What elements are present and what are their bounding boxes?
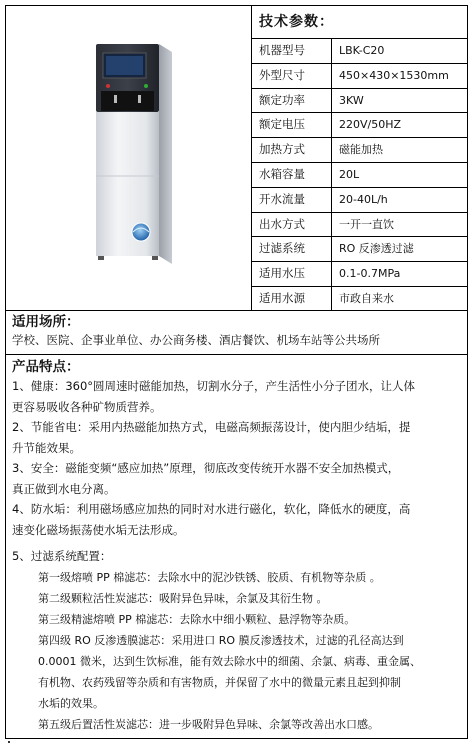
spec-value: 20-40L/h [339, 192, 388, 206]
spec-value: 一开一直饮 [339, 217, 394, 231]
spec-label: 机器型号 [252, 39, 332, 63]
filter-line: 第二级颗粒活性炭滤芯：吸附异色异味，余氯及其衍生物 。 [38, 591, 328, 605]
top-section [6, 6, 467, 311]
spec-value: 20L [339, 167, 360, 181]
spec-label: 出水方式 [252, 213, 332, 237]
spec-label: 水箱容量 [252, 163, 332, 187]
filter-line: 第三级精滤熔喷 PP 棉滤芯：去除水中细小颗粒、悬浮物等杂质。 [38, 612, 356, 626]
spec-row [252, 138, 467, 163]
filter-line: 第四级 RO 反渗透膜滤芯：采用进口 RO 膜反渗透技术，过滤的孔径高达到 [38, 633, 404, 647]
spec-row [252, 89, 467, 114]
spec-value: 0.1-0.7MPa [339, 267, 401, 281]
features-title: 产品特点： [12, 359, 80, 375]
spec-row [252, 287, 467, 311]
spec-value: 3KW [339, 93, 364, 107]
spec-value: 磁能加热 [339, 143, 383, 157]
places-text: 学校、医院、企事业单位、办公商务楼、酒店餐饮、机场车站等公共场所 [12, 333, 380, 347]
spec-table [252, 6, 467, 310]
feature-line: 速变化磁场振荡使水垢无法形成。 [12, 522, 185, 537]
water-boiler-image [6, 6, 251, 310]
spec-row [252, 237, 467, 262]
spec-value: 220V/50HZ [339, 118, 402, 132]
feature-line: 1、健康：360°圆周速时磁能加热，切割水分子，产生活性小分子团水，让人体 [12, 379, 416, 393]
product-features [6, 355, 467, 738]
filter-line: 0.0001 微米，达到生饮标准，能有效去除水中的细菌、余氯、病毒、重金属、 [38, 654, 421, 668]
places-title: 适用场所： [12, 314, 80, 330]
spec-row [252, 213, 467, 238]
product-spec-sheet [5, 5, 468, 739]
spec-label: 额定功率 [252, 89, 332, 113]
feature-line: 更容易吸收各种矿物质营养。 [12, 399, 162, 414]
spec-label: 开水流量 [252, 188, 332, 212]
spec-label: 加热方式 [252, 138, 332, 162]
spec-row [252, 113, 467, 138]
spec-label: 适用水源 [252, 287, 332, 311]
spec-value: 市政自来水 [339, 291, 394, 305]
feature-line: 真正做到水电分离。 [12, 481, 116, 496]
product-photo [6, 6, 252, 310]
feature-line: 升节能效果。 [12, 440, 81, 455]
feature-line: 4、防水垢：利用磁场感应加热的同时对水进行磁化，软化，降低水的硬度，高 [12, 502, 411, 516]
spec-title: 技术参数： [252, 6, 467, 39]
spec-label: 外型尺寸 [252, 64, 332, 88]
spec-value: 450×430×1530mm [339, 68, 449, 82]
spec-row [252, 188, 467, 213]
spec-row [252, 262, 467, 287]
filter-title: 5、过滤系统配置： [12, 549, 112, 563]
spec-label: 过滤系统 [252, 237, 332, 261]
feature-line: 3、安全：磁能变频“感应加热”原理，彻底改变传统开水器不安全加热模式， [12, 461, 400, 475]
spec-label: 额定电压 [252, 113, 332, 137]
filter-line: 有机物、农药残留等杂质和有害物质，并保留了水中的微量元素且起到抑制 [38, 675, 401, 689]
spec-row [252, 64, 467, 89]
corner-mark [8, 741, 10, 743]
spec-row [252, 39, 467, 64]
filter-line: 第一级熔喷 PP 棉滤芯：去除水中的泥沙铁锈、胶质、有机物等杂质 。 [38, 570, 381, 584]
applicable-places [6, 310, 467, 355]
spec-value: LBK-C20 [339, 44, 385, 57]
filter-line: 第五级后置活性炭滤芯：进一步吸附异色异味、余氯等改善出水口感。 [38, 717, 379, 731]
filter-line: 水垢的效果。 [38, 696, 104, 710]
spec-label: 适用水压 [252, 262, 332, 286]
feature-line: 2、节能省电：采用内热磁能加热方式，电磁高频振荡设计，使内胆少结垢，提 [12, 420, 411, 434]
spec-row [252, 163, 467, 188]
spec-value: RO 反渗透过滤 [339, 242, 414, 256]
